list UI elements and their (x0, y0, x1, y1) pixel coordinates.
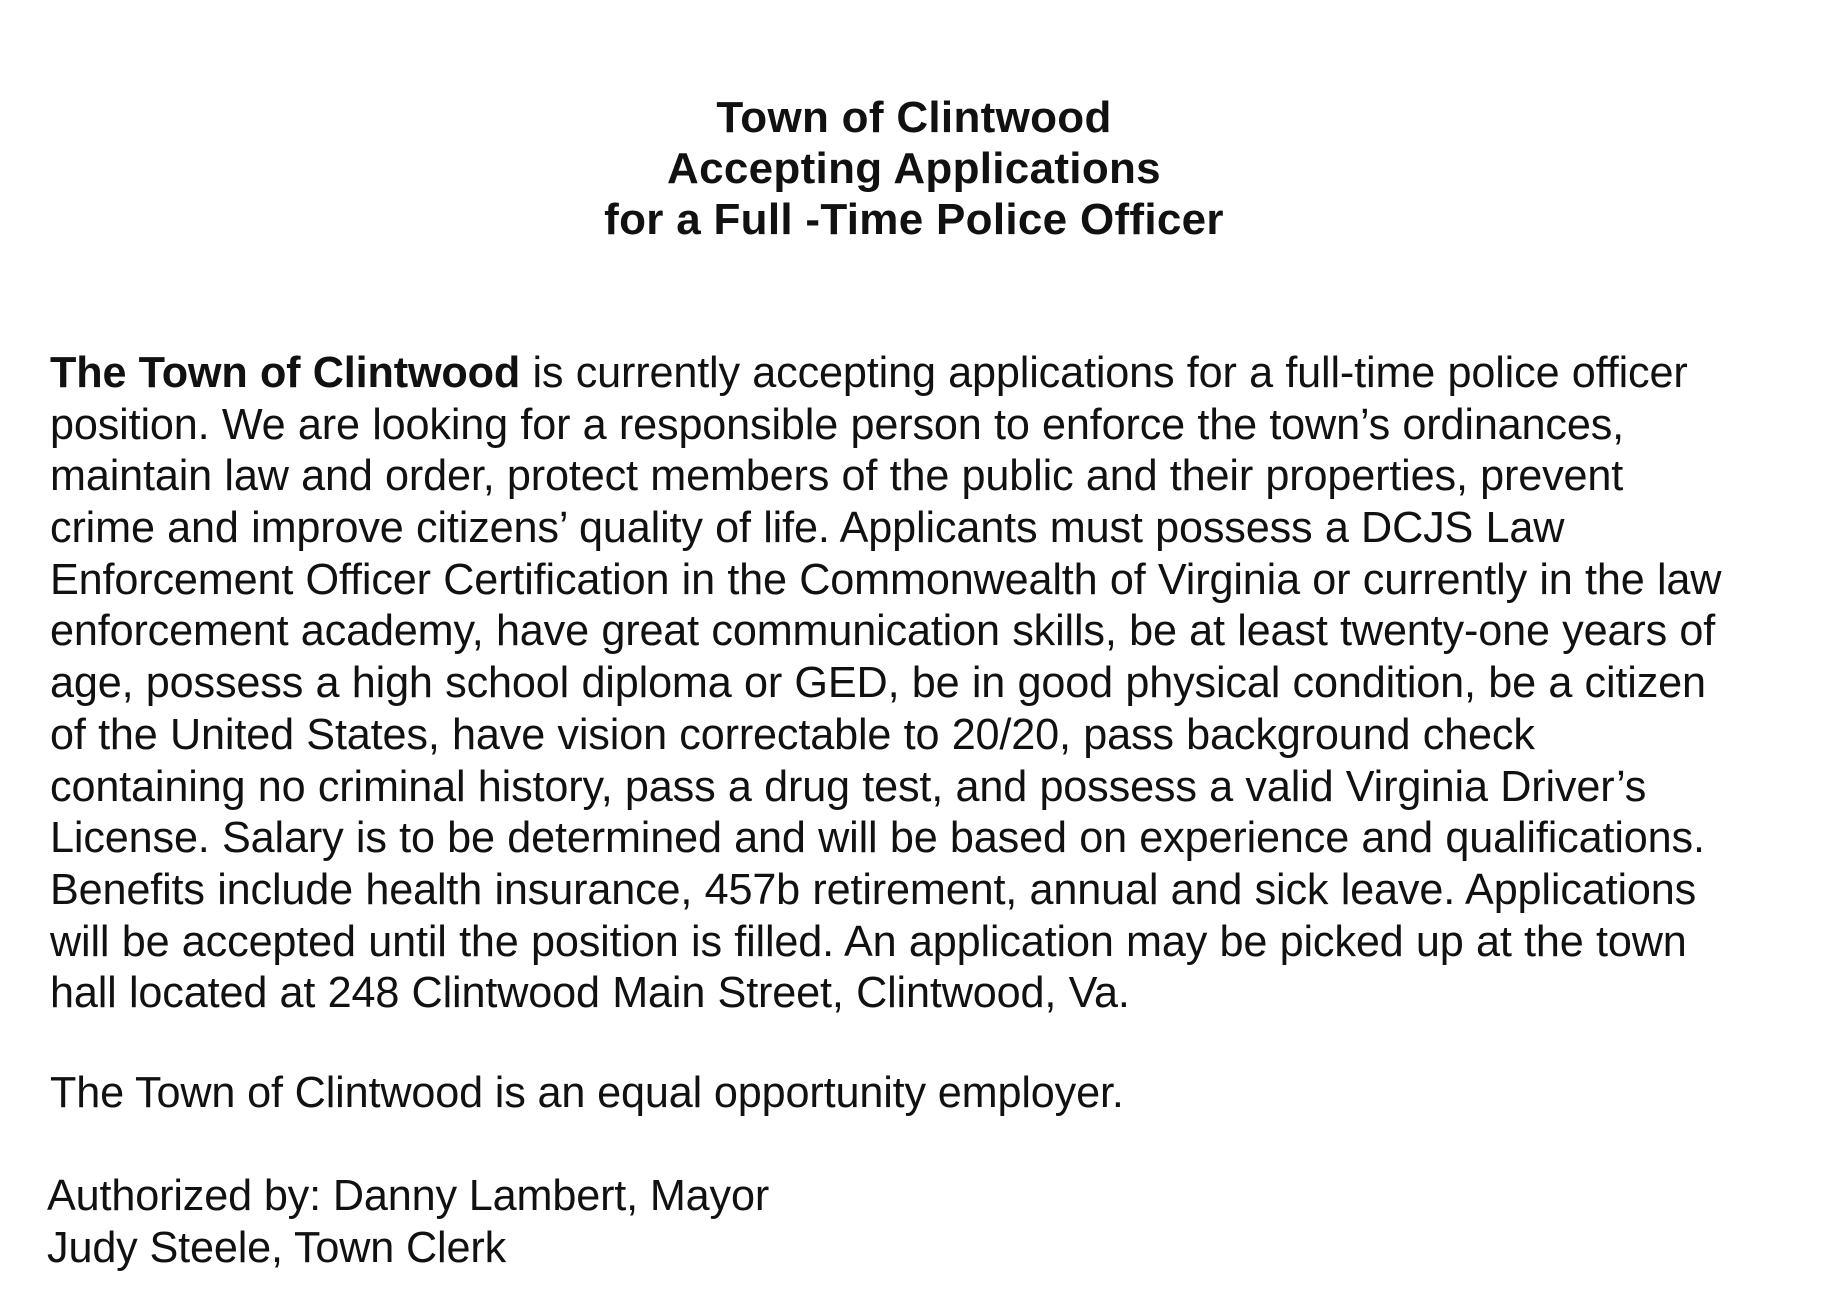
body-line: of the United States, have vision correctable to 20/20, pass background check (50, 710, 1535, 759)
body-line: License. Salary is to be determined and will be based on experience and qualifications. (50, 814, 1705, 863)
body-line: Benefits include health insurance, 457b retirement, annual and sick leave. Applications (50, 865, 1697, 914)
body-line: age, possess a high school diploma or GED, be in good physical condition, be a citizen (50, 659, 1706, 708)
heading-line-town: Town of Clintwood (716, 93, 1112, 142)
town-clerk-line: Judy Steele, Town Clerk (47, 1223, 507, 1272)
body-line: will be accepted until the position is filled. An application may be picked up at the town (50, 917, 1687, 966)
authorized-by-line: Authorized by: Danny Lambert, Mayor (47, 1172, 770, 1220)
body-line: Enforcement Officer Certification in the Commonwealth of Virginia or currently in the law (50, 555, 1722, 604)
body-line: crime and improve citizens’ quality of life. Applicants must possess a DCJS Law (50, 504, 1565, 553)
body-line: hall located at 248 Clintwood Main Street, Clintwood, Va. (50, 969, 1130, 1018)
body-line: position. We are looking for a responsible person to enforce the town’s ordinances, (50, 400, 1625, 449)
body-line-text: is currently accepting applications for a full-time police officer (520, 349, 1688, 397)
signoff-block (47, 1171, 769, 1274)
body-lead-bold: The Town of Clintwood (50, 349, 521, 397)
heading-line-accepting: Accepting Applications (667, 144, 1161, 193)
equal-opportunity-statement: The Town of Clintwood is an equal opportunity employer. (50, 1069, 1124, 1117)
body-line: containing no criminal history, pass a drug test, and possess a valid Virginia Driver’s (50, 762, 1647, 811)
notice-heading (0, 92, 1828, 245)
body-line: enforcement academy, have great communication skills, be at least twenty-one years of (50, 607, 1716, 656)
notice-body (50, 348, 1810, 1020)
heading-line-position: for a Full -Time Police Officer (604, 195, 1224, 244)
body-line (50, 348, 1810, 400)
body-line: maintain law and order, protect members of the public and their properties, prevent (50, 452, 1624, 501)
